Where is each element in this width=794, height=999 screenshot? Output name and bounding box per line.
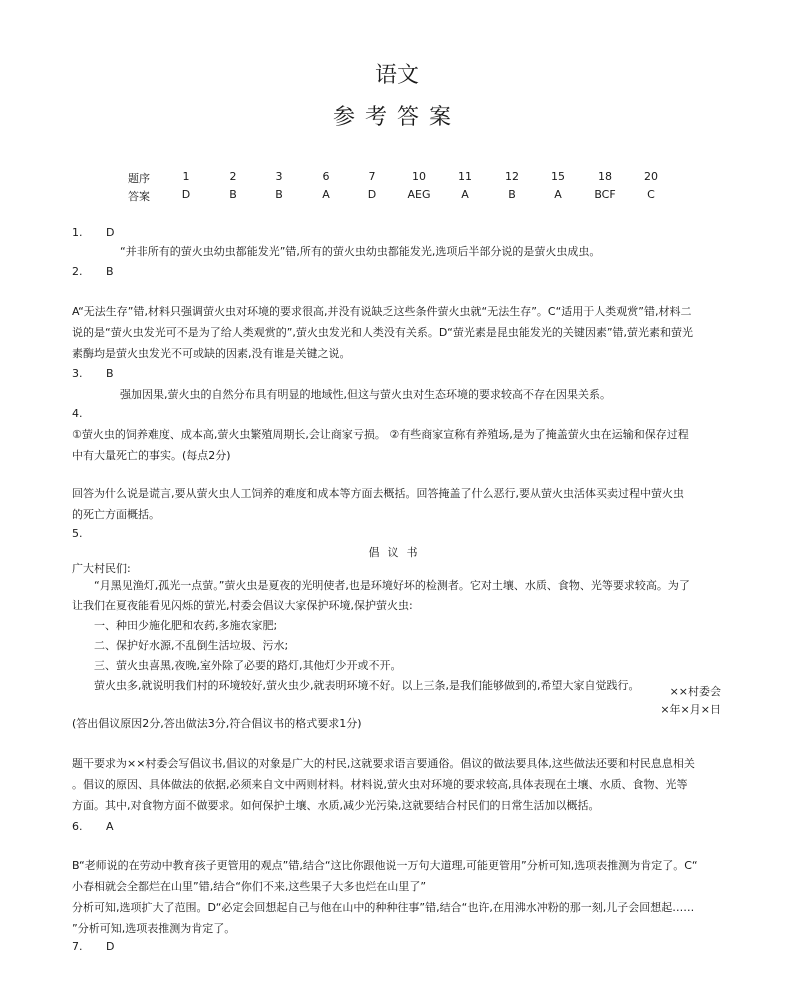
text-line: 中有大量死亡的事实。(每点2分) (72, 449, 231, 462)
text-line: 。倡议的原因、具体做法的依据,必须来自文中两则材料。材料说,萤火虫对环境的要求较高,具体表现在土壤、水质、食物、光等 (72, 778, 688, 791)
page-subtitle: 参考答案 (332, 105, 461, 130)
table-cell-answer: D (367, 188, 377, 201)
question-number: 2. (72, 265, 83, 278)
analysis (72, 753, 732, 816)
text-line: 小春相就会全都烂在山里”错,结合“你们不来,这些果子大多也烂在山里了” (72, 880, 427, 893)
scoring-note: (答出倡议原因2分,答出做法3分,符合倡议书的格式要求1分) (72, 717, 362, 730)
proposal-date: ×年×月×日 (660, 703, 721, 716)
question-answer: D (106, 226, 115, 239)
explanation (72, 301, 732, 364)
table-cell-question-number: 7 (368, 170, 376, 183)
table-cell-question-number: 15 (551, 170, 565, 183)
text-line: 萤火虫多,就说明我们村的环境较好,萤火虫少,就表明环境不好。以上三条,是我们能够做到的,希望大家自觉践行。 (94, 679, 640, 692)
text-line: 的死亡方面概括。 (72, 508, 160, 521)
analysis (72, 483, 732, 525)
text-line: ①萤火虫的饲养难度、成本高,萤火虫繁殖周期长,会让商家亏损。 ②有些商家宣称有养殖场,是为了掩盖萤火虫在运输和保存过程 (72, 428, 689, 441)
table-cell-question-number: 6 (322, 170, 330, 183)
text-line: B“老师说的在劳动中教育孩子更管用的观点”错,结合“这比你跟他说一万句大道理,可能更管用”分析可知,选项表推测为肯定了。C“ (72, 859, 698, 872)
proposal-salutation: 广大村民们: (72, 562, 131, 575)
table-cell-answer: A (461, 188, 469, 201)
answer-text (72, 424, 732, 466)
text-line: A“无法生存”错,材料只强调萤火虫对环境的要求很高,并没有说缺乏这些条件萤火虫就“无法生存”。C“适用于人类观赏”错,材料二 (72, 305, 692, 318)
table-row-label-answer: 答案 (128, 190, 150, 203)
table-cell-question-number: 10 (412, 170, 426, 183)
text-line: 回答为什么说是谎言,要从萤火虫人工饲养的难度和成本等方面去概括。回答掩盖了什么恶行,要从萤火虫活体买卖过程中萤火虫 (72, 487, 684, 500)
page-title: 语文 (374, 63, 419, 88)
table-cell-question-number: 1 (182, 170, 190, 183)
proposal-body (72, 576, 732, 696)
table-cell-question-number: 3 (275, 170, 283, 183)
question-answer: B (106, 367, 114, 380)
text-line: 分析可知,选项扩大了范围。D“必定会回想起自己与他在山中的种种往事”错,结合“也许,在用沸水冲粉的那一刻,儿子会回想起…… (72, 901, 695, 914)
text-line: 二、保护好水源,不乱倒生活垃圾、污水; (94, 639, 289, 652)
table-cell-answer: B (508, 188, 516, 201)
table-cell-answer: BCF (594, 188, 616, 201)
table-cell-answer: C (647, 188, 655, 201)
question-number: 7. (72, 940, 83, 953)
text-line: 题干要求为××村委会写倡议书,倡议的对象是广大的村民,这就要求语言要通俗。倡议的做法要具体,这些做法还要和村民息息相关 (72, 757, 695, 770)
table-cell-answer: A (554, 188, 562, 201)
text-line: 三、萤火虫喜黑,夜晚,室外除了必要的路灯,其他灯少开或不开。 (94, 659, 402, 672)
text-line: 说的是“萤火虫发光可不是为了给人类观赏的”,萤火虫发光和人类没有关系。D“萤光素是昆虫能发光的关键因素”错,萤光素和萤光 (72, 326, 694, 339)
table-cell-question-number: 12 (505, 170, 519, 183)
question-number: 3. (72, 367, 83, 380)
table-cell-question-number: 20 (644, 170, 658, 183)
table-cell-question-number: 2 (229, 170, 237, 183)
text-line: 方面。其中,对食物方面不做要求。如何保护土壤、水质,减少光污染,这就要结合村民们的日常生活加以概括。 (72, 799, 600, 812)
text-line: “月黑见渔灯,孤光一点萤。”萤火虫是夏夜的光明使者,也是环境好坏的检测者。它对土壤、水质、食物、光等要求较高。为了 (94, 579, 690, 592)
table-cell-answer: AEG (407, 188, 431, 201)
table-cell-question-number: 11 (458, 170, 472, 183)
answer-table (0, 170, 794, 210)
text-line: ”分析可知,选项表推测为肯定了。 (72, 922, 236, 935)
question-number: 4. (72, 407, 83, 420)
text-line: 让我们在夏夜能看见闪烁的萤光,村委会倡议大家保护环境,保护萤火虫: (72, 599, 413, 612)
text-line: 一、种田少施化肥和农药,多施农家肥; (94, 619, 278, 632)
question-number: 5. (72, 527, 83, 540)
question-answer: A (106, 820, 114, 833)
question-answer: B (106, 265, 114, 278)
explanation: 强加因果,萤火虫的自然分布具有明显的地域性,但这与萤火虫对生态环境的要求较高不存在因果关系。 (120, 388, 611, 401)
question-number: 1. (72, 226, 83, 239)
proposal-heading: 倡议书 (368, 546, 426, 559)
table-cell-answer: B (229, 188, 237, 201)
proposal-signature: ××村委会 (669, 685, 721, 698)
table-cell-question-number: 18 (598, 170, 612, 183)
explanation: “并非所有的萤火虫幼虫都能发光”错,所有的萤火虫幼虫都能发光,选项后半部分说的是萤火虫成虫。 (120, 245, 601, 258)
table-row-label-question: 题序 (128, 172, 150, 185)
table-cell-answer: D (181, 188, 191, 201)
text-line: 素酶均是萤火虫发光不可或缺的因素,没有谁是关键之说。 (72, 347, 351, 360)
question-answer: D (106, 940, 115, 953)
question-number: 6. (72, 820, 83, 833)
table-cell-answer: B (275, 188, 283, 201)
explanation (72, 855, 732, 939)
table-cell-answer: A (322, 188, 330, 201)
